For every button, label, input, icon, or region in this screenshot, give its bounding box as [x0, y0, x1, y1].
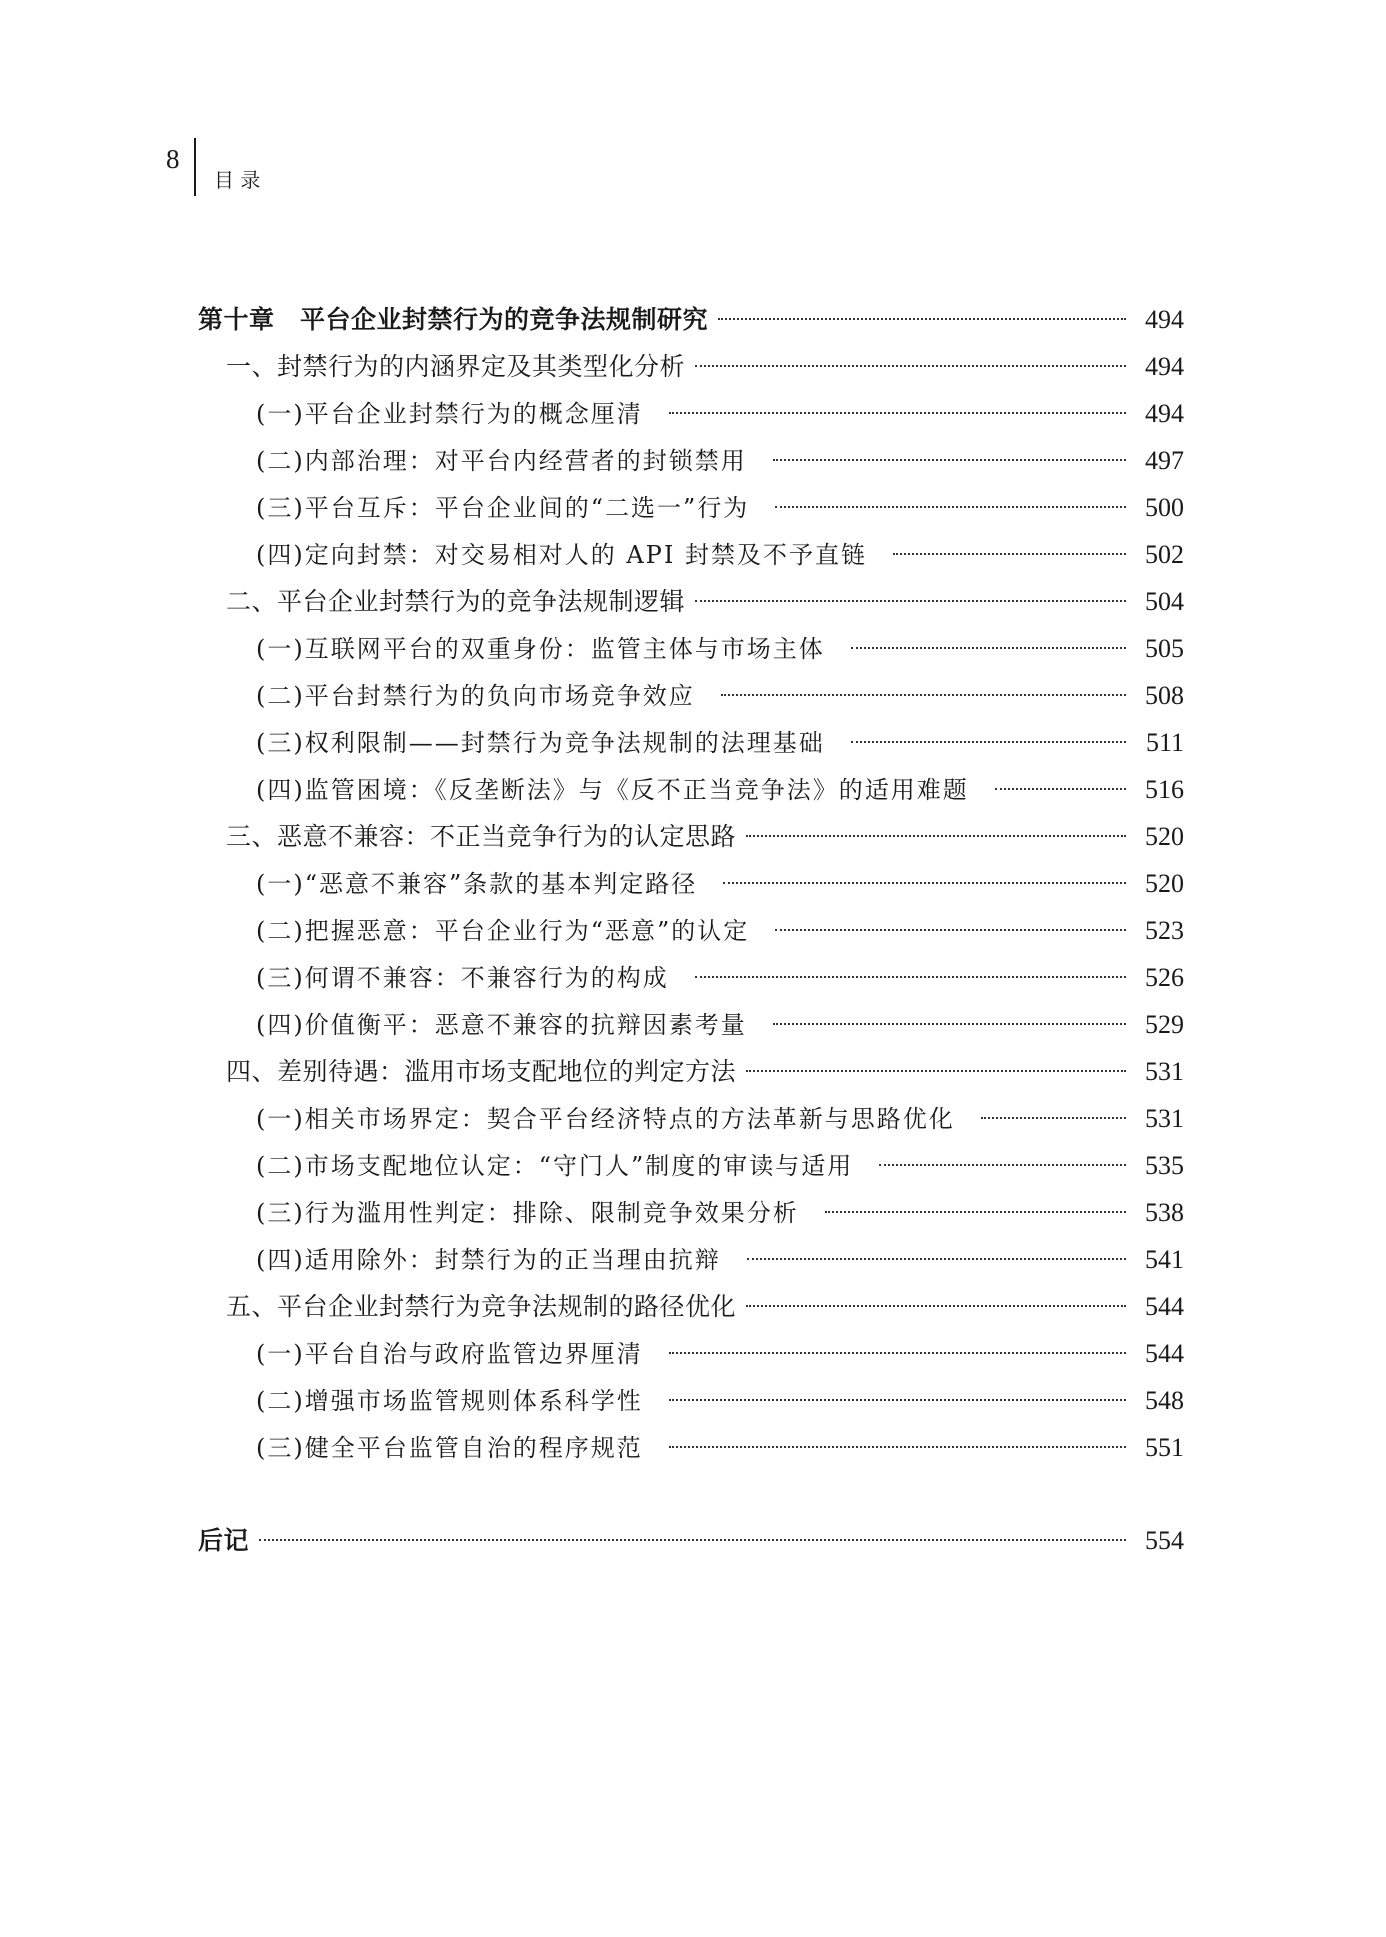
toc-dot-leader: [723, 882, 1126, 884]
toc-entry-title: (四)定向封禁：对交易相对人的 API 封禁及不予直链: [256, 541, 867, 569]
toc-dot-leader: [773, 459, 1126, 461]
toc-dot-leader: [747, 1258, 1126, 1260]
toc-entry-title: (四)价值衡平：恶意不兼容的抗辩因素考量: [256, 1011, 747, 1039]
toc-entry-page: 526: [1145, 963, 1184, 992]
toc-entry-title: (三)行为滥用性判定：排除、限制竞争效果分析: [256, 1199, 799, 1227]
toc-entry-title: 四、差别待遇：滥用市场支配地位的判定方法: [226, 1057, 737, 1086]
toc-entry: [198, 766, 1184, 813]
toc-entry-title: (一)互联网平台的双重身份：监管主体与市场主体: [256, 635, 825, 663]
toc-entry: [198, 813, 1184, 860]
toc-entry: [198, 390, 1184, 437]
toc-dot-leader: [851, 741, 1126, 743]
toc-entry-page: 508: [1145, 681, 1184, 710]
toc-entry-title: (一)“恶意不兼容”条款的基本判定路径: [256, 870, 698, 898]
toc-dot-leader: [695, 976, 1126, 978]
toc-dot-leader: [669, 1399, 1126, 1401]
toc-dot-leader: [879, 1164, 1126, 1166]
toc-entry-page: 529: [1145, 1010, 1184, 1039]
toc-entry-page: 516: [1145, 775, 1184, 804]
toc-entry: [198, 531, 1184, 578]
toc-dot-leader: [773, 1023, 1126, 1025]
header-divider: [194, 138, 196, 196]
toc-dot-leader: [995, 788, 1126, 790]
toc-entry: [198, 484, 1184, 531]
toc-entry-title: (一)相关市场界定：契合平台经济特点的方法革新与思路优化: [256, 1105, 955, 1133]
toc-entry: [198, 1001, 1184, 1048]
toc-entry-page: 554: [1145, 1526, 1184, 1555]
toc-entry: [198, 1517, 1184, 1564]
toc-entry-page: 520: [1145, 822, 1184, 851]
toc-dot-leader: [718, 318, 1126, 320]
toc-entry: [198, 1236, 1184, 1283]
toc-entry: [198, 1189, 1184, 1236]
toc-entry-title: (四)适用除外：封禁行为的正当理由抗辩: [256, 1246, 721, 1274]
toc-dot-leader: [695, 600, 1126, 602]
toc-entry-title: (一)平台自治与政府监管边界厘清: [256, 1340, 643, 1368]
toc-entry-page: 520: [1145, 869, 1184, 898]
toc-entry-page: 494: [1145, 352, 1184, 381]
toc-entry-title: 三、恶意不兼容：不正当竞争行为的认定思路: [226, 822, 737, 851]
toc-entry-title: 一、封禁行为的内涵界定及其类型化分析: [226, 352, 686, 381]
toc-dot-leader: [259, 1539, 1126, 1541]
toc-entry: [198, 625, 1184, 672]
toc-entry-title: (三)健全平台监管自治的程序规范: [256, 1434, 643, 1462]
toc-entry-page: 544: [1145, 1292, 1184, 1321]
toc-entry: [198, 860, 1184, 907]
toc-entry: [198, 672, 1184, 719]
toc-entry-page: 505: [1145, 634, 1184, 663]
toc-entry: [198, 719, 1184, 766]
toc-entry-title: 二、平台企业封禁行为的竞争法规制逻辑: [226, 587, 686, 616]
toc-entry-page: 531: [1145, 1104, 1184, 1133]
toc-entry: [198, 1048, 1184, 1095]
toc-dot-leader: [746, 1070, 1126, 1072]
toc-entry-title: 五、平台企业封禁行为竞争法规制的路径优化: [226, 1292, 737, 1321]
toc-dot-leader: [746, 1305, 1126, 1307]
toc-entry-page: 511: [1145, 728, 1184, 757]
toc-entry: [198, 1330, 1184, 1377]
toc-dot-leader: [893, 553, 1126, 555]
toc-entry-title: (二)把握恶意：平台企业行为“恶意”的认定: [256, 917, 750, 945]
toc-dot-leader: [746, 835, 1126, 837]
toc-entry-page: 541: [1145, 1245, 1184, 1274]
toc-entry-page: 531: [1145, 1057, 1184, 1086]
toc-dot-leader: [721, 694, 1126, 696]
toc-entry: [198, 1142, 1184, 1189]
toc-entry: [198, 954, 1184, 1001]
toc-entry-page: 500: [1145, 493, 1184, 522]
toc-entry-page: 494: [1145, 399, 1184, 428]
toc-entry-title: 后记: [198, 1526, 250, 1555]
toc-dot-leader: [775, 929, 1126, 931]
toc-entry-title: (三)何谓不兼容：不兼容行为的构成: [256, 964, 669, 992]
page-number: 8: [166, 144, 180, 174]
toc-entry-page: 494: [1145, 305, 1184, 334]
toc-entry: [198, 343, 1184, 390]
table-of-contents: [198, 296, 1184, 1564]
toc-entry: [198, 578, 1184, 625]
toc-entry-page: 497: [1145, 446, 1184, 475]
toc-dot-leader: [669, 1446, 1126, 1448]
toc-entry-title: (四)监管困境：《反垄断法》与《反不正当竞争法》的适用难题: [256, 776, 969, 804]
toc-dot-leader: [851, 647, 1126, 649]
toc-entry-page: 535: [1145, 1151, 1184, 1180]
toc-dot-leader: [825, 1211, 1126, 1213]
running-header-title: 目 录: [214, 168, 261, 192]
toc-entry-title: (二)增强市场监管规则体系科学性: [256, 1387, 643, 1415]
toc-entry: [198, 907, 1184, 954]
toc-entry-title: (三)平台互斥：平台企业间的“二选一”行为: [256, 494, 750, 522]
toc-entry-page: 538: [1145, 1198, 1184, 1227]
toc-entry-page: 544: [1145, 1339, 1184, 1368]
toc-entry-title: 第十章 平台企业封禁行为的竞争法规制研究: [198, 305, 709, 334]
toc-dot-leader: [669, 1352, 1126, 1354]
toc-entry: [198, 1377, 1184, 1424]
toc-dot-leader: [669, 412, 1126, 414]
toc-dot-leader: [775, 506, 1126, 508]
toc-entry: [198, 1283, 1184, 1330]
toc-entry: [198, 1424, 1184, 1471]
toc-entry-title: (三)权利限制——封禁行为竞争法规制的法理基础: [256, 729, 825, 757]
toc-entry: [198, 437, 1184, 484]
toc-entry-title: (二)平台封禁行为的负向市场竞争效应: [256, 682, 695, 710]
toc-entry-page: 551: [1145, 1433, 1184, 1462]
toc-entry-title: (二)内部治理：对平台内经营者的封锁禁用: [256, 447, 747, 475]
toc-dot-leader: [981, 1117, 1126, 1119]
toc-entry-page: 504: [1145, 587, 1184, 616]
toc-entry-page: 548: [1145, 1386, 1184, 1415]
toc-dot-leader: [695, 365, 1126, 367]
toc-entry: [198, 1095, 1184, 1142]
toc-entry-title: (一)平台企业封禁行为的概念厘清: [256, 400, 643, 428]
toc-entry-page: 523: [1145, 916, 1184, 945]
toc-entry: [198, 296, 1184, 343]
toc-entry-title: (二)市场支配地位认定：“守门人”制度的审读与适用: [256, 1152, 854, 1180]
toc-entry-page: 502: [1145, 540, 1184, 569]
